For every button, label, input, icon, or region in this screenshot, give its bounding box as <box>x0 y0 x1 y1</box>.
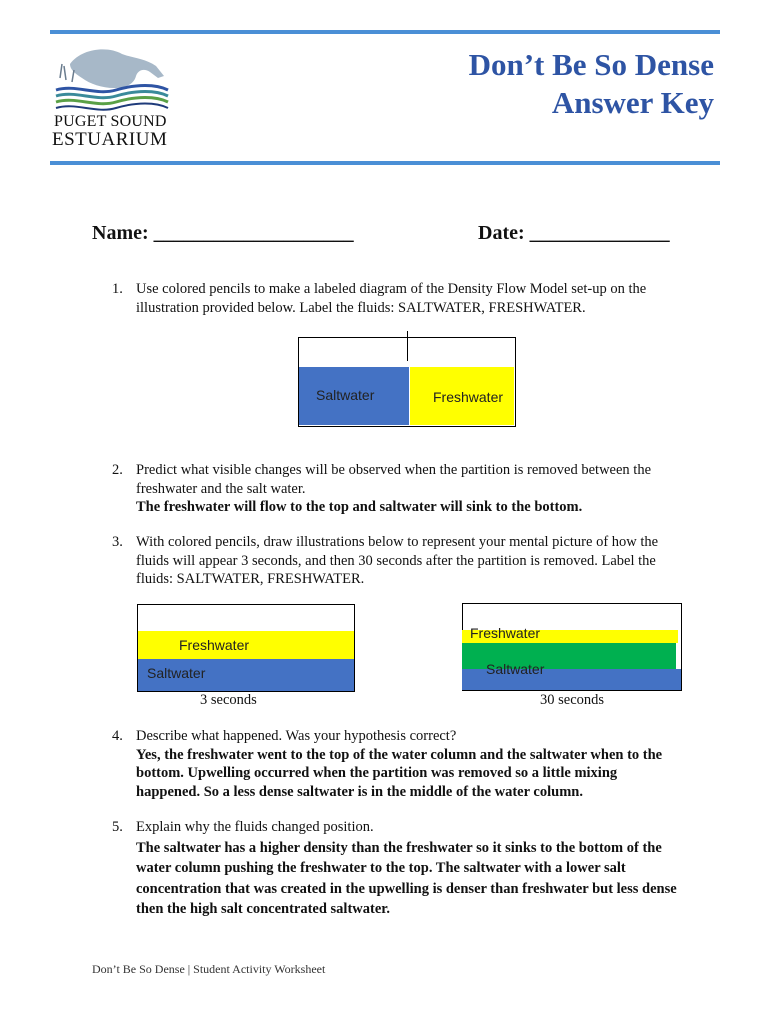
three-seconds-caption: 3 seconds <box>200 692 257 708</box>
question-text: Explain why the fluids changed position. <box>136 819 374 835</box>
question-5 <box>112 817 682 920</box>
question-4 <box>112 727 682 801</box>
question-3 <box>112 533 682 589</box>
date-field: Date: ______________ <box>478 222 670 244</box>
header-top-rule <box>50 30 720 34</box>
question-text: With colored pencils, draw illustrations below to represent your mental picture of how the fluids will appear 3 seconds, and then 30 seconds after the partition is removed. Label the fluids: SALTWATER, FRESHWATER. <box>136 534 659 587</box>
thirty-seconds-diagram <box>462 603 682 691</box>
page-title <box>469 46 714 122</box>
question-number: 1. <box>112 281 123 297</box>
question-text: Use colored pencils to make a labeled diagram of the Density Flow Model set-up on the illustration provided below. Label the fluids: SALTWATER, FRESHWATER. <box>136 281 647 316</box>
saltwater-label: Saltwater <box>486 661 545 677</box>
logo-text-estuarium: ESTUARIUM <box>52 129 168 150</box>
logo-text-puget-sound: PUGET SOUND <box>54 113 167 130</box>
page-footer: Don’t Be So Dense | Student Activity Worksheet <box>92 962 326 976</box>
header-bottom-rule <box>50 161 720 165</box>
saltwater-label: Saltwater <box>147 665 206 681</box>
question-number: 5. <box>112 819 123 835</box>
setup-diagram <box>298 337 516 427</box>
thirty-seconds-caption: 30 seconds <box>540 692 605 708</box>
partition <box>407 331 408 361</box>
saltwater-label: Saltwater <box>316 387 375 403</box>
question-text: Describe what happened. Was your hypothesis correct? <box>136 728 457 744</box>
freshwater-label: Freshwater <box>470 625 541 641</box>
freshwater-label: Freshwater <box>179 637 250 653</box>
freshwater-label: Freshwater <box>433 389 504 405</box>
page-title-line2: Answer Key <box>551 85 714 120</box>
estuarium-logo <box>52 44 172 114</box>
three-seconds-diagram <box>137 604 355 692</box>
question-1 <box>112 280 682 317</box>
page-title-line1: Don’t Be So Dense <box>468 47 714 82</box>
answer-text: The saltwater has a higher density than the freshwater so it sinks to the bottom of the water column pushing the freshwater to the top. The saltwater with a lower salt concentration that was created in the upwelling is denser than freshwater but less dense then the high salt concentrated saltwater. <box>136 839 677 917</box>
question-text: Predict what visible changes will be observed when the partition is removed between the freshwater and the salt water. <box>136 462 652 497</box>
question-2 <box>112 461 682 517</box>
question-number: 2. <box>112 462 123 478</box>
heron-wave-icon <box>52 44 172 114</box>
question-number: 4. <box>112 728 123 744</box>
answer-text: Yes, the freshwater went to the top of the water column and the saltwater when to the bottom. Upwelling occurred when the partition was removed so a little mixing happened. So a less dense saltwater is in the middle of the water column. <box>136 746 663 800</box>
name-field: Name: ____________________ <box>92 222 354 244</box>
answer-text: The freshwater will flow to the top and saltwater will sink to the bottom. <box>136 499 583 515</box>
question-number: 3. <box>112 534 123 550</box>
